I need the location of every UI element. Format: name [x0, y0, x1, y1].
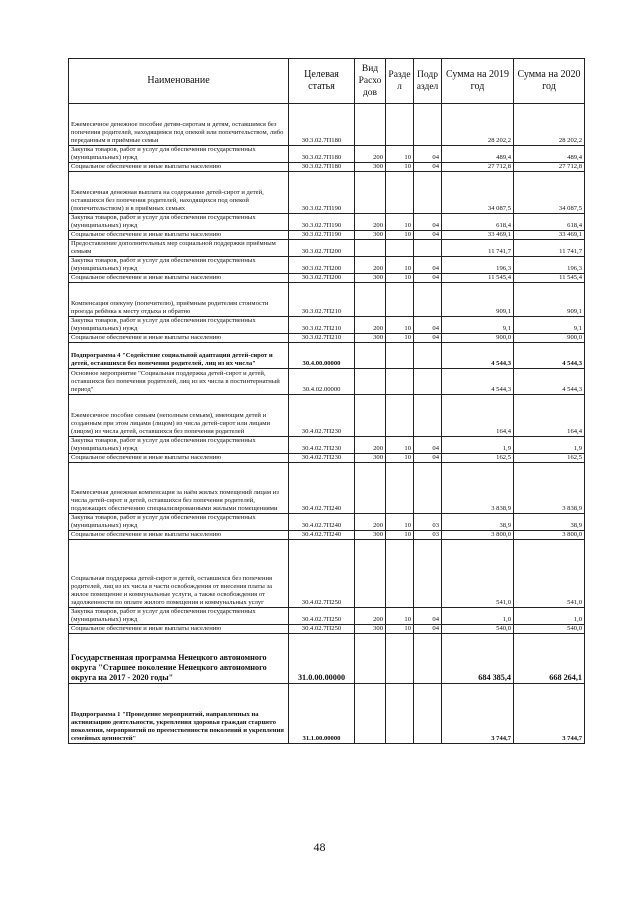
row-sum-2019: 27 712,8: [442, 163, 514, 172]
row-section: 10: [386, 514, 414, 531]
row-target: 30.4.02.7П240: [289, 514, 355, 531]
row-sum-2019: 1,9: [442, 437, 514, 454]
row-sum-2019: 196,3: [442, 257, 514, 274]
row-type: [355, 684, 386, 744]
row-target: 30.3.02.7П210: [289, 317, 355, 334]
row-sum-2020: 3 744,7: [514, 684, 585, 744]
row-section: 10: [386, 231, 414, 240]
row-name: Ежемесячное денежное пособие детям-сиротам и детям, оставшимся без попечения родителей, находящимся под опекой или попечительством, либо переданным в приёмные семьи: [69, 104, 289, 146]
row-section: 10: [386, 274, 414, 283]
row-sum-2020: 1,0: [514, 608, 585, 625]
row-target: 30.4.02.7П240: [289, 531, 355, 540]
row-section: 10: [386, 454, 414, 463]
row-type: 300: [355, 274, 386, 283]
row-subsection: [414, 343, 442, 369]
table-row: [69, 317, 585, 334]
row-subsection: 03: [414, 531, 442, 540]
row-sum-2019: 900,0: [442, 334, 514, 343]
row-type: [355, 540, 386, 608]
row-type: 300: [355, 531, 386, 540]
row-subsection: 04: [414, 146, 442, 163]
row-sum-2019: 4 544,3: [442, 343, 514, 369]
table-row: [69, 104, 585, 146]
table-row: [69, 231, 585, 240]
row-name: Закупка товаров, работ и услуг для обеспечения государственных (муниципальных) нужд: [69, 317, 289, 334]
row-target: 30.4.02.7П250: [289, 540, 355, 608]
row-subsection: [414, 240, 442, 257]
row-sum-2020: 38,9: [514, 514, 585, 531]
row-type: 300: [355, 231, 386, 240]
row-sum-2020: 4 544,3: [514, 369, 585, 395]
row-sum-2020: 489,4: [514, 146, 585, 163]
row-sum-2019: 28 202,2: [442, 104, 514, 146]
row-section: [386, 463, 414, 514]
table-row: [69, 625, 585, 634]
row-section: [386, 172, 414, 214]
row-subsection: [414, 684, 442, 744]
row-sum-2020: 9,1: [514, 317, 585, 334]
header-section: Разде л: [386, 59, 414, 104]
row-sum-2020: 34 087,5: [514, 172, 585, 214]
row-sum-2019: 1,0: [442, 608, 514, 625]
row-sum-2020: 541,0: [514, 540, 585, 608]
row-type: 300: [355, 625, 386, 634]
row-target: 30.3.02.7П190: [289, 172, 355, 214]
row-sum-2019: 540,0: [442, 625, 514, 634]
row-subsection: 04: [414, 257, 442, 274]
row-sum-2020: 3 800,0: [514, 531, 585, 540]
row-section: 10: [386, 625, 414, 634]
row-sum-2019: 4 544,3: [442, 369, 514, 395]
row-subsection: 04: [414, 231, 442, 240]
row-name: Закупка товаров, работ и услуг для обеспечения государственных (муниципальных) нужд: [69, 146, 289, 163]
row-section: 10: [386, 257, 414, 274]
row-type: [355, 463, 386, 514]
row-section: [386, 395, 414, 437]
row-sum-2019: 34 087,5: [442, 172, 514, 214]
row-sum-2020: 909,1: [514, 283, 585, 317]
row-target: 30.4.02.7П250: [289, 625, 355, 634]
row-subsection: 04: [414, 437, 442, 454]
row-type: 200: [355, 257, 386, 274]
row-name: Социальное обеспечение и иные выплаты населению: [69, 163, 289, 172]
row-target: 30.3.02.7П200: [289, 240, 355, 257]
row-target: 30.3.02.7П200: [289, 274, 355, 283]
row-name: Подпрограмма 4 "Содействие социальной адаптации детей-сирот и детей, оставшихся без попечения родителей, лиц из их числа": [69, 343, 289, 369]
table-row: [69, 343, 585, 369]
row-sum-2020: 164,4: [514, 395, 585, 437]
row-sum-2019: 3 800,0: [442, 531, 514, 540]
row-type: 200: [355, 514, 386, 531]
row-target: 30.3.02.7П210: [289, 283, 355, 317]
row-name: Подпрограмма 1 "Проведение мероприятий, направленных на активизацию деятельности, укрепления здоровья граждан старшего поколения, мероприятий по преемственности поколений и укрепления семейных ценностей": [69, 684, 289, 744]
row-sum-2019: 541,0: [442, 540, 514, 608]
header-name: Наименование: [69, 59, 289, 104]
row-subsection: [414, 540, 442, 608]
table-row: [69, 437, 585, 454]
row-subsection: [414, 369, 442, 395]
row-type: 200: [355, 214, 386, 231]
table-row: [69, 531, 585, 540]
row-type: [355, 369, 386, 395]
row-type: 300: [355, 163, 386, 172]
row-sum-2020: 28 202,2: [514, 104, 585, 146]
row-name: Государственная программа Ненецкого автономного округа "Старшее поколение Ненецкого автономного округа на 2017 - 2020 годы": [69, 634, 289, 684]
row-type: 200: [355, 437, 386, 454]
table-row: [69, 608, 585, 625]
row-name: Закупка товаров, работ и услуг для обеспечения государственных (муниципальных) нужд: [69, 257, 289, 274]
row-sum-2019: 3 838,9: [442, 463, 514, 514]
row-section: 10: [386, 334, 414, 343]
row-sum-2019: 9,1: [442, 317, 514, 334]
row-type: 200: [355, 608, 386, 625]
row-sum-2020: 668 264,1: [514, 634, 585, 684]
table-row: [69, 274, 585, 283]
row-target: 30.4.02.7П230: [289, 395, 355, 437]
row-section: [386, 283, 414, 317]
row-section: [386, 684, 414, 744]
header-target: Целевая статья: [289, 59, 355, 104]
table-row: [69, 214, 585, 231]
row-section: 10: [386, 146, 414, 163]
row-sum-2019: 909,1: [442, 283, 514, 317]
row-sum-2020: 11 545,4: [514, 274, 585, 283]
row-subsection: [414, 634, 442, 684]
row-sum-2019: 38,9: [442, 514, 514, 531]
row-subsection: [414, 104, 442, 146]
row-sum-2019: 11 741,7: [442, 240, 514, 257]
row-name: Ежемесячная денежная компенсация за наём жилых помещений лицам из числа детей-сирот и детей, оставшихся без попечения родителей, подлежащих обеспечению специализированными жилыми помещениями: [69, 463, 289, 514]
table-row: [69, 172, 585, 214]
row-target: 30.4.02.7П250: [289, 608, 355, 625]
row-sum-2020: 1,9: [514, 437, 585, 454]
row-target: 30.4.02.00000: [289, 369, 355, 395]
row-sum-2020: 196,3: [514, 257, 585, 274]
row-subsection: 04: [414, 317, 442, 334]
row-section: [386, 634, 414, 684]
table-row: [69, 240, 585, 257]
table-header-row: [69, 59, 585, 104]
row-type: [355, 283, 386, 317]
table-row: [69, 634, 585, 684]
row-sum-2019: 162,5: [442, 454, 514, 463]
row-target: 30.3.02.7П200: [289, 257, 355, 274]
row-target: 30.3.02.7П210: [289, 334, 355, 343]
header-sum-2019: Сумма на 2019 год: [442, 59, 514, 104]
row-section: 10: [386, 531, 414, 540]
row-subsection: 04: [414, 454, 442, 463]
budget-table: [68, 58, 585, 744]
row-section: 10: [386, 214, 414, 231]
row-subsection: 04: [414, 214, 442, 231]
row-sum-2020: 540,0: [514, 625, 585, 634]
row-sum-2019: 164,4: [442, 395, 514, 437]
row-sum-2019: 489,4: [442, 146, 514, 163]
header-type: Вид Расхо дов: [355, 59, 386, 104]
row-sum-2019: 11 545,4: [442, 274, 514, 283]
row-type: [355, 343, 386, 369]
row-name: Закупка товаров, работ и услуг для обеспечения государственных (муниципальных) нужд: [69, 214, 289, 231]
table-row: [69, 257, 585, 274]
row-name: Социальное обеспечение и иные выплаты населению: [69, 334, 289, 343]
row-section: [386, 343, 414, 369]
row-section: 10: [386, 437, 414, 454]
row-sum-2020: 900,0: [514, 334, 585, 343]
row-sum-2020: 11 741,7: [514, 240, 585, 257]
row-name: Закупка товаров, работ и услуг для обеспечения государственных (муниципальных) нужд: [69, 608, 289, 625]
row-subsection: 03: [414, 514, 442, 531]
row-target: 30.3.02.7П180: [289, 104, 355, 146]
row-subsection: [414, 283, 442, 317]
row-section: [386, 369, 414, 395]
row-target: 30.4.02.7П230: [289, 437, 355, 454]
row-subsection: [414, 463, 442, 514]
row-type: [355, 104, 386, 146]
row-target: 31.0.00.00000: [289, 634, 355, 684]
row-subsection: [414, 395, 442, 437]
row-section: 10: [386, 317, 414, 334]
table-row: [69, 540, 585, 608]
header-sum-2020: Сумма на 2020 год: [514, 59, 585, 104]
row-type: 300: [355, 454, 386, 463]
row-sum-2020: 33 469,1: [514, 231, 585, 240]
row-sum-2020: 27 712,8: [514, 163, 585, 172]
row-sum-2020: 162,5: [514, 454, 585, 463]
row-target: 31.1.00.00000: [289, 684, 355, 744]
table-body: [69, 104, 585, 744]
table-row: [69, 369, 585, 395]
row-sum-2019: 684 385,4: [442, 634, 514, 684]
row-subsection: 04: [414, 608, 442, 625]
table-row: [69, 454, 585, 463]
row-sum-2019: 618,4: [442, 214, 514, 231]
row-section: 10: [386, 608, 414, 625]
row-subsection: 04: [414, 163, 442, 172]
row-section: [386, 104, 414, 146]
row-name: Социальное обеспечение и иные выплаты населению: [69, 625, 289, 634]
row-type: [355, 240, 386, 257]
header-subsection: Подр аздел: [414, 59, 442, 104]
row-sum-2019: 33 469,1: [442, 231, 514, 240]
row-type: [355, 634, 386, 684]
row-sum-2020: 4 544,3: [514, 343, 585, 369]
row-name: Закупка товаров, работ и услуг для обеспечения государственных (муниципальных) нужд: [69, 437, 289, 454]
table-row: [69, 334, 585, 343]
row-name: Социальная поддержка детей-сирот и детей, оставшихся без попечения родителей, лиц из их числа в части освобождения от внесения платы за жилое помещение и коммунальные услуги, а также освобождения от задолженности по оплате жилого помещения и коммунальных услуг: [69, 540, 289, 608]
table-row: [69, 514, 585, 531]
row-target: 30.4.02.7П240: [289, 463, 355, 514]
row-name: Компенсация опекуну (попечителю), приёмным родителям стоимости проезда ребёнка к месту отдыха и обратно: [69, 283, 289, 317]
row-subsection: 04: [414, 625, 442, 634]
row-section: [386, 540, 414, 608]
row-target: 30.3.02.7П190: [289, 231, 355, 240]
row-subsection: 04: [414, 334, 442, 343]
row-type: 200: [355, 146, 386, 163]
row-name: Закупка товаров, работ и услуг для обеспечения государственных (муниципальных) нужд: [69, 514, 289, 531]
row-section: [386, 240, 414, 257]
row-target: 30.4.00.00000: [289, 343, 355, 369]
row-type: [355, 172, 386, 214]
row-type: [355, 395, 386, 437]
row-subsection: [414, 172, 442, 214]
row-type: 300: [355, 334, 386, 343]
row-sum-2020: 3 838,9: [514, 463, 585, 514]
table-row: [69, 463, 585, 514]
row-name: Социальное обеспечение и иные выплаты населению: [69, 531, 289, 540]
row-target: 30.3.02.7П190: [289, 214, 355, 231]
row-sum-2020: 618,4: [514, 214, 585, 231]
table-row: [69, 283, 585, 317]
row-target: 30.3.02.7П180: [289, 163, 355, 172]
row-name: Предоставление дополнительных мер социальной поддержки приёмным семьям: [69, 240, 289, 257]
table-row: [69, 395, 585, 437]
row-target: 30.4.02.7П230: [289, 454, 355, 463]
row-name: Социальное обеспечение и иные выплаты населению: [69, 231, 289, 240]
row-section: 10: [386, 163, 414, 172]
row-sum-2019: 3 744,7: [442, 684, 514, 744]
row-type: 200: [355, 317, 386, 334]
row-name: Ежемесячное пособие семьям (неполным семьям), имеющим детей и созданным при этом лицами (лицом) из числа детей-сирот или лицами (лицом) из числа детей, оставшихся без попечения родителей: [69, 395, 289, 437]
table-row: [69, 146, 585, 163]
row-target: 30.3.02.7П180: [289, 146, 355, 163]
table-row: [69, 684, 585, 744]
row-name: Социальное обеспечение и иные выплаты населению: [69, 454, 289, 463]
row-name: Ежемесячная денежная выплата на содержание детей-сирот и детей, оставшихся без попечения родителей, находящихся под опекой (попечительством) и в приёмных семьях: [69, 172, 289, 214]
row-name: Социальное обеспечение и иные выплаты населению: [69, 274, 289, 283]
row-subsection: 04: [414, 274, 442, 283]
table-row: [69, 163, 585, 172]
page-number: 48: [313, 840, 326, 854]
row-name: Основное мероприятие "Социальная поддержка детей-сирот и детей, оставшихся без попечения родителей, лиц из их числа в постинтернатный период": [69, 369, 289, 395]
